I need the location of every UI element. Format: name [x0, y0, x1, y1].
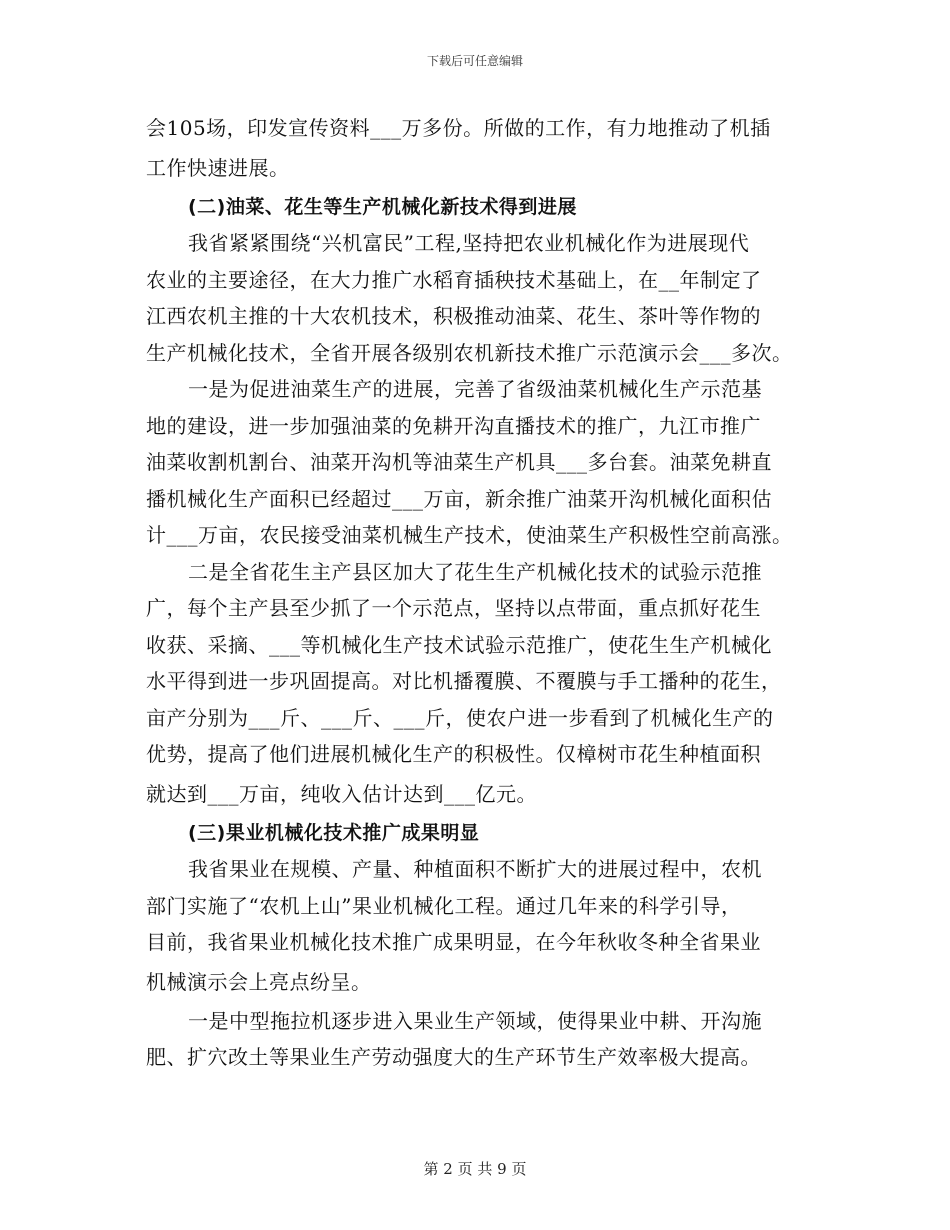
- text-line: 亩产分别为___斤、___斤、___斤，使农户进一步看到了机械化生产的: [146, 705, 774, 730]
- text-line: 水平得到进一步巩固提高。对比机播覆膜、不覆膜与手工播种的花生，: [146, 669, 782, 693]
- text-line: 肥、扩穴改土等果业生产劳动强度大的生产环节生产效率极大提高。: [146, 1045, 761, 1069]
- text-line: 地的建设，进一步加强油菜的免耕开沟直播技术的推广，九江市推广: [146, 413, 761, 438]
- section-heading: (二)油菜、花生等生产机械化新技术得到进展: [188, 195, 577, 218]
- text-line: 播机械化生产面积已经超过___万亩，新余推广油菜开沟机械化面积估: [146, 486, 772, 511]
- text-line: 部门实施了“农机上山”果业机械化工程。通过几年来的科学引导，: [146, 893, 742, 918]
- text-line: 会105场，印发宣传资料___万多份。所做的工作，有力地推动了机插: [146, 116, 771, 140]
- text-line: 二是全省花生主产县区加大了花生生产机械化技术的试验示范推: [188, 559, 762, 584]
- text-line: 我省果业在规模、产量、种植面积不断扩大的进展过程中，农机: [188, 857, 762, 881]
- text-line: 农业的主要途径，在大力推广水稻育插秧技术基础上，在__年制定了: [146, 267, 762, 292]
- page-header: 下载后可任意编辑: [426, 54, 523, 68]
- text-line: 优势，提高了他们进展机械化生产的积极性。仅樟树市花生种植面积: [146, 742, 761, 766]
- text-line: 油菜收割机割台、油菜开沟机等油菜生产机具___多台套。油菜免耕直: [146, 450, 772, 474]
- text-line: 计___万亩，农民接受油菜机械生产技术，使油菜生产积极性空前高涨。: [146, 523, 793, 547]
- text-line: 一是中型拖拉机逐步进入果业生产领域，使得果业中耕、开沟施: [188, 1008, 762, 1033]
- text-line: 一是为促进油菜生产的进展，完善了省级油菜机械化生产示范基: [188, 377, 762, 401]
- text-line: 就达到___万亩，纯收入估计达到___亿元。: [146, 781, 537, 806]
- text-line: 收获、采摘、___等机械化生产技术试验示范推广，使花生生产机械化: [146, 632, 772, 657]
- text-line: 机械演示会上亮点纷呈。: [146, 969, 372, 994]
- text-line: 目前，我省果业机械化技术推广成果明显，在今年秋收冬种全省果业: [146, 930, 761, 954]
- text-line: 我省紧紧围绕“兴机富民”工程,坚持把农业机械化作为进展现代: [188, 231, 750, 255]
- text-line: 广，每个主产县至少抓了一个示范点，坚持以点带面，重点抓好花生: [146, 596, 761, 620]
- page-footer: 第 2 页 共 9 页: [423, 1160, 527, 1178]
- text-line: 生产机械化技术，全省开展各级别农机新技术推广示范演示会___多次。: [146, 340, 793, 365]
- section-heading: (三)果业机械化技术推广成果明显: [188, 821, 480, 844]
- text-line: 江西农机主推的十大农机技术，积极推动油菜、花生、茶叶等作物的: [146, 304, 761, 328]
- text-line: 工作快速进展。: [146, 155, 290, 180]
- document-body: [146, 110, 826, 1076]
